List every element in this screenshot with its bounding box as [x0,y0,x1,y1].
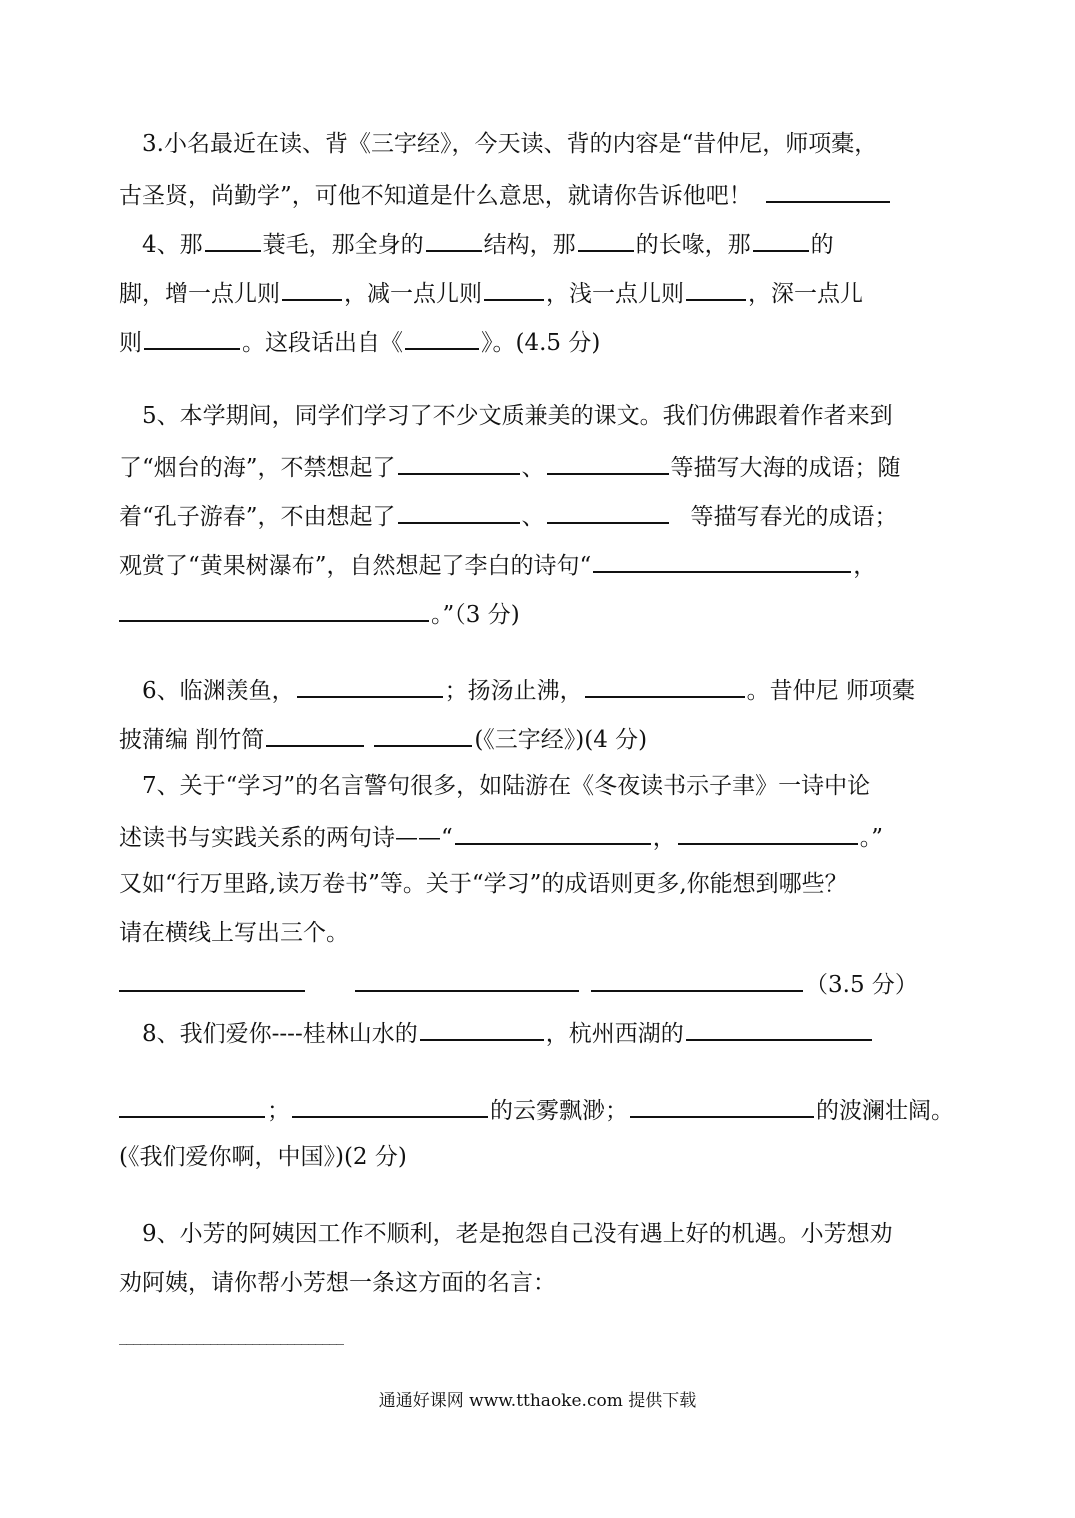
q5-text: 。”（3 分) [431,602,520,628]
q4-line-2 [119,273,959,309]
q7-line-2 [119,817,959,853]
answer-blank[interactable] [398,447,520,475]
q6-line-1 [142,670,959,706]
answer-blank[interactable] [374,719,472,747]
answer-blank[interactable] [266,719,364,747]
answer-blank[interactable] [766,175,890,203]
q7-text: （3.5 分） [805,972,918,998]
answer-blank[interactable] [292,1090,488,1118]
q9-text: 劝阿姨，请你帮小芳想一条这方面的名言： [119,1270,556,1296]
q5-text: 、 [521,504,545,530]
answer-blank[interactable] [398,496,520,524]
answer-blank[interactable] [578,224,634,252]
q3-line-1 [142,126,959,162]
q4-text: ，浅一点儿则 [546,281,684,307]
answer-blank[interactable] [355,964,579,992]
q6-text: 6、临渊羡鱼， [142,678,295,704]
answer-blank[interactable] [686,273,746,301]
q5-text: 5、本学期间，同学们学习了不少文质兼美的课文。我们仿佛跟着作者来到 [142,403,893,429]
answer-blank[interactable] [593,545,851,573]
q3-text-1: 3.小名最近在读、背《三字经》，今天读、背的内容是“昔仲尼，师项橐， [142,131,878,157]
answer-blank[interactable] [405,322,479,350]
q8-text: ； [267,1098,290,1124]
answer-blank[interactable] [678,817,858,845]
answer-blank[interactable] [297,670,443,698]
q8-text: 8、我们爱你----桂林山水的 [142,1021,418,1047]
answer-blank[interactable] [686,1013,872,1041]
q4-text: 则 [119,330,142,356]
q7-line-3 [119,866,959,902]
q8-text: 的波澜壮阔。 [816,1098,954,1124]
q9-underscore-line[interactable]: ________________________________ [119,1326,343,1345]
q7-line-5 [119,964,959,1000]
q8-line-1 [142,1013,959,1049]
q4-text: 结构，那 [483,232,576,258]
q9-line-2 [119,1265,959,1301]
footer-text: 通通好课网 www.tthaoke.com 提供下载 [378,1391,697,1411]
q5-text: 、 [521,455,545,481]
q5-line-5 [119,594,959,630]
q5-line-2 [119,447,959,483]
answer-blank[interactable] [282,273,342,301]
answer-blank[interactable] [753,224,809,252]
q5-text: ， [853,553,877,579]
q5-line-1 [142,398,959,434]
answer-blank[interactable] [119,1090,265,1118]
answer-blank[interactable] [144,322,240,350]
answer-blank[interactable] [119,594,429,622]
q4-text: ，深一点儿 [748,281,863,307]
q7-text: 请在横线上写出三个。 [119,920,349,946]
answer-blank[interactable] [420,1013,544,1041]
q8-text: (《我们爱你啊，中国》)(2 分) [119,1144,407,1170]
q7-line-4 [119,915,959,951]
q5-text: 了“烟台的海”，不禁想起了 [119,455,396,481]
q7-text: 述读书与实践关系的两句诗——“ [119,825,453,851]
q4-text: 的长喙，那 [635,232,751,258]
q5-line-3 [119,496,959,532]
answer-blank[interactable] [426,224,482,252]
q9-text: 9、小芳的阿姨因工作不顺利，老是抱怨自己没有遇上好的机遇。小芳想劝 [142,1221,893,1247]
answer-blank[interactable] [119,964,305,992]
q4-text: 脚，增一点儿则 [119,281,280,307]
answer-blank[interactable] [630,1090,814,1118]
q5-text: 等描写春光的成语； [690,504,898,530]
answer-blank[interactable] [455,817,651,845]
q5-text: 着“孔子游春”，不由想起了 [119,504,396,530]
answer-blank[interactable] [585,670,745,698]
q9-line-1 [142,1216,959,1252]
answer-blank[interactable] [547,447,669,475]
answer-blank[interactable] [591,964,803,992]
q4-text: 4、那 [142,232,203,258]
q3-line-2 [119,175,959,211]
q7-text: 又如“行万里路,读万卷书”等。关于“学习”的成语则更多,你能想到哪些？ [119,871,848,897]
q5-text: 观赏了“黄果树瀑布”，自然想起了李白的诗句“ [119,553,592,579]
q6-text: (《三字经》)(4 分) [474,727,648,753]
q4-text: 》。(4.5 分) [481,330,601,356]
footer-credit [0,1388,1075,1414]
q5-line-4 [119,545,959,581]
q7-text: ， [652,825,676,851]
answer-blank[interactable] [484,273,544,301]
q3-text-2: 古圣贤，尚勤学”，可他不知道是什么意思，就请你告诉他吧！ [119,183,752,209]
q4-text: ，减一点儿则 [344,281,482,307]
q4-text: 的 [810,232,834,258]
answer-blank[interactable] [547,496,669,524]
q8-line-3 [119,1139,959,1175]
q6-text: ；扬汤止沸， [444,678,583,704]
q4-text: 。这段话出自《 [242,330,403,356]
q8-text: 的云雾飘渺； [490,1098,628,1124]
q7-line-1 [142,768,959,804]
q5-text: 等描写大海的成语；随 [670,455,901,481]
q7-text: 。” [859,825,884,851]
q7-text: 7、关于“学习”的名言警句很多，如陆游在《冬夜读书示子聿》一诗中论 [142,773,871,799]
answer-blank[interactable] [205,224,261,252]
q8-text: ，杭州西湖的 [545,1021,684,1047]
q4-line-1 [142,224,959,260]
q4-line-3 [119,322,959,358]
q9-answer-line[interactable] [119,1318,959,1354]
q6-text: 。昔仲尼 师项橐 [746,678,915,704]
q4-text: 蓑毛，那全身的 [262,232,424,258]
q6-text: 披蒲编 削竹简 [119,727,265,753]
q6-line-2 [119,719,959,755]
q8-line-2 [119,1090,959,1126]
